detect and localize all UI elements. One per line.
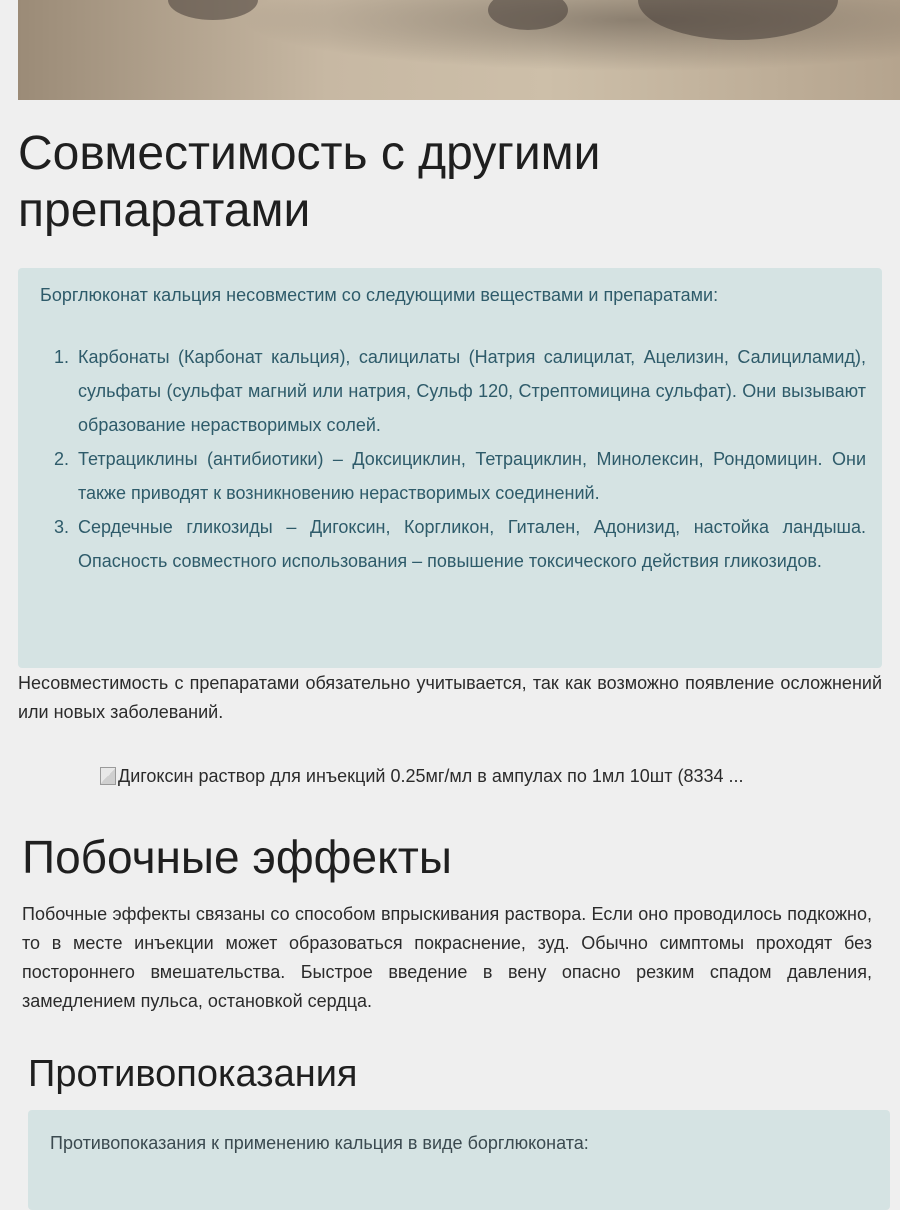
section-title-compatibility: Совместимость с другими препаратами [18,127,601,237]
callout-intro: Противопоказания к применению кальция в виде борглюконата: [50,1133,589,1153]
section-title-side-effects: Побочные эффекты [22,831,452,883]
list-item [40,340,866,442]
cat-body-shadow [638,0,838,40]
broken-image-icon [100,767,116,785]
digoxin-image-placeholder[interactable] [100,766,860,787]
list-item-number: 3. [54,517,70,537]
hero-image [18,0,900,100]
image-alt-text: Дигоксин раствор для инъекций 0.25мг/мл в ампулах по 1мл 10шт (8334 ... [118,766,744,786]
cat-paw-left [168,0,258,20]
contraindications-callout [28,1110,890,1210]
incompatibility-note: Несовместимость с препаратами обязательно учитывается, так как возможно появление осложнений или новых заболеваний. [18,673,882,722]
list-item [40,510,866,578]
list-item-number: 2. [54,449,70,469]
list-item-text: Карбонаты (Карбонат кальция), салицилаты (Натрия салицилат, Ацелизин, Салициламид), сульфаты (сульфат магний или натрия, Сульф 120, Стрептомицина сульфат). Они вызывают образование нерастворимых солей. [78,347,866,435]
list-item [40,442,866,510]
section-title-contraindications: Противопоказания [28,1053,358,1095]
side-effects-paragraph: Побочные эффекты связаны со способом впрыскивания раствора. Если оно проводилось подкожно, то в месте инъекции может образоваться покраснение, зуд. Обычно симптомы проходят без постороннего вмешательства. Быстрое введение в вену опасно резким спадом давления, замедлением пульса, остановкой сердца. [22,904,872,1011]
list-item-number: 1. [54,347,70,367]
compatibility-callout [18,268,882,668]
cat-paw-right [488,0,568,30]
list-item-text: Тетрациклины (антибиотики) – Доксициклин, Тетрациклин, Минолексин, Рондомицин. Они также приводят к возникновению нерастворимых соединений. [78,449,866,503]
callout-intro: Борглюконат кальция несовместим со следующими веществами и препаратами: [40,285,719,305]
list-item-text: Сердечные гликозиды – Дигоксин, Коргликон, Гитален, Адонизид, настойка ландыша. Опасность совместного использования – повышение токсического действия гликозидов. [78,517,866,571]
incompatible-drug-list [40,340,866,578]
